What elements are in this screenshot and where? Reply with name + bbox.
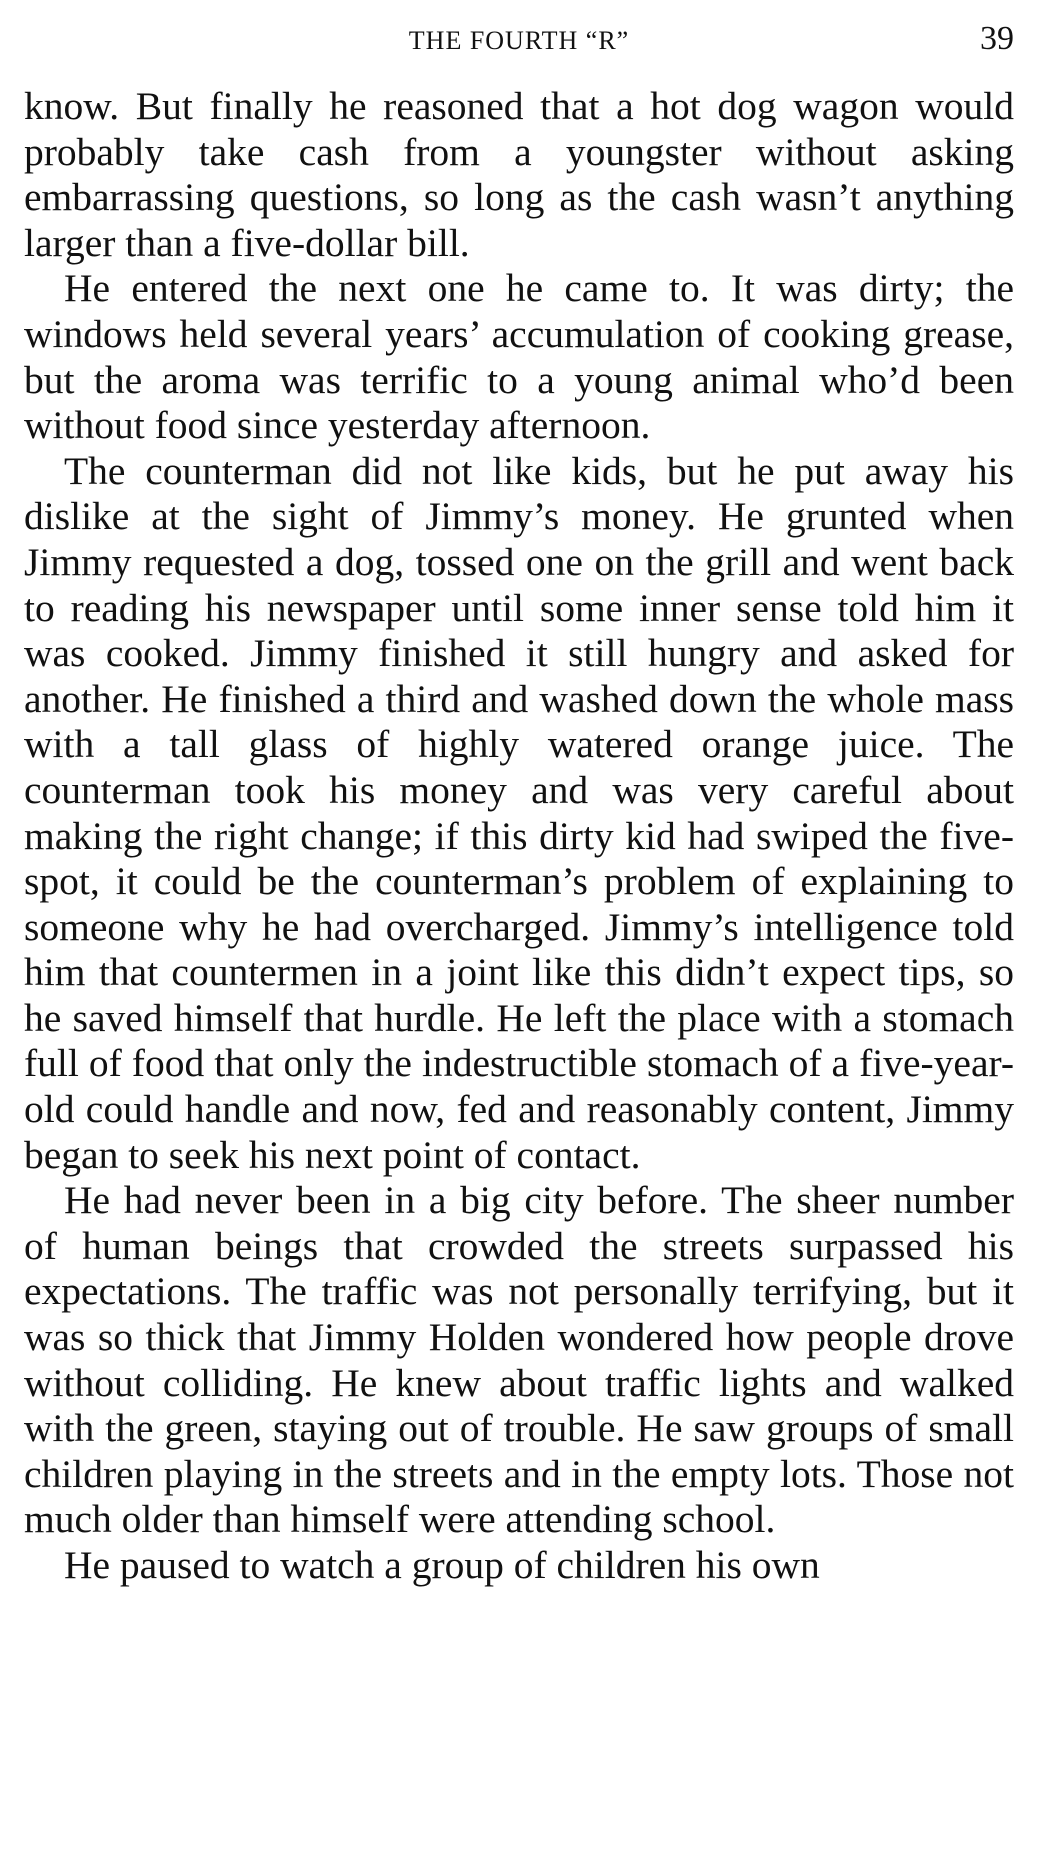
paragraph: The counterman did not like kids, but he put away his dislike at the sight of Jimmy’s money. He grunted when Jimmy requested a dog, tossed one on the grill and went back to reading his newspaper until some inner sense told him it was cooked. Jimmy finished it still hungry and asked for another. He finished a third and washed down the whole mass with a tall glass of highly watered orange juice. The counterman took his money and was very careful about making the right change; if this dirty kid had swiped the five-spot, it could be the counterman’s problem of explaining to someone why he had overcharged. Jimmy’s intelligence told him that countermen in a joint like this didn’t expect tips, so he saved himself that hurdle. He left the place with a stomach full of food that only the indestructible stomach of a five-year-old could handle and now, fed and reasonably content, Jimmy began to seek his next point of contact.: [24, 448, 1014, 1177]
paragraph: He paused to watch a group of children his own: [64, 1543, 820, 1587]
paragraph-continued: know. But finally he reasoned that a hot dog wagon would probably take cash from a youngster without asking embarrassing questions, so long as the cash wasn’t anything larger than a five-dollar bill.: [24, 84, 1014, 265]
paragraph: He entered the next one he came to. It was dirty; the windows held several years’ accumulation of cooking grease, but the aroma was terrific to a young animal who’d been without food since yesterday afternoon.: [24, 266, 1014, 448]
running-header: [24, 20, 1014, 60]
body-text: [24, 84, 1014, 1589]
paragraph: He had never been in a big city before. The sheer number of human beings that crowded the streets surpassed his expectations. The traffic was not personally terrifying, but it was so thick that Jimmy Holden wondered how people drove without colliding. He knew about traffic lights and walked with the green, staying out of trouble. He saw groups of small children playing in the streets and in the empty lots. Those not much older than himself were attending school.: [24, 1178, 1014, 1542]
page-number: 39: [980, 20, 1014, 57]
book-page: [24, 0, 1014, 1872]
chapter-title: THE FOURTH “R”: [408, 26, 630, 55]
